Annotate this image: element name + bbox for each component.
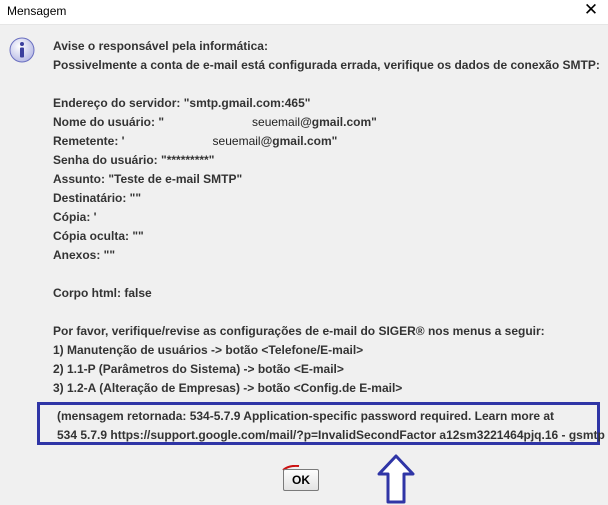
recipient-line: Destinatário: ""	[53, 191, 142, 205]
username-email-domain: @gmail.com"	[300, 115, 377, 129]
dialog-content	[0, 25, 608, 505]
server-line: Endereço do servidor: "smtp.gmail.com:465"	[53, 96, 311, 110]
error-line-2: 534 5.7.9 https://support.google.com/mail/?p=InvalidSecondFactor a12sm3221464pjq.16 - gsmtp	[57, 428, 605, 442]
window-title: Mensagem	[7, 4, 67, 18]
error-message	[57, 407, 605, 445]
error-line-1: (mensagem retornada: 534-5.7.9 Application-specific password required. Learn more at	[57, 409, 555, 423]
menu-item-3: 3) 1.2-A (Alteração de Empresas) -> botão <Config.de E-mail>	[53, 381, 403, 395]
menu-item-2: 2) 1.1-P (Parâmetros do Sistema) -> botão <E-mail>	[53, 362, 344, 376]
message-intro-2: Possivelmente a conta de e-mail está configurada errada, verifique os dados de conexão SMTP:	[53, 58, 600, 72]
up-arrow-annotation-icon	[377, 454, 415, 504]
bcc-line: Cópia oculta: ""	[53, 229, 144, 243]
subject-line: Assunto: "Teste de e-mail SMTP"	[53, 172, 243, 186]
sender-prefix: Remetente: '	[53, 134, 125, 148]
close-button[interactable]: ✕	[583, 0, 599, 19]
attachments-line: Anexos: ""	[53, 248, 116, 262]
username-email-name: seuemail	[252, 115, 301, 129]
message-body	[53, 37, 603, 398]
username-line	[53, 113, 603, 132]
review-intro: Por favor, verifique/revise as configurações de e-mail do SIGER® nos menus a seguir:	[53, 324, 545, 338]
ok-button[interactable]: OK	[283, 469, 319, 491]
sender-line	[53, 132, 603, 151]
cc-line: Cópia: '	[53, 210, 97, 224]
menu-item-1: 1) Manutenção de usuários -> botão <Telefone/E-mail>	[53, 343, 364, 357]
info-icon	[9, 37, 35, 63]
password-line: Senha do usuário: "*********"	[53, 153, 215, 167]
message-intro-1: Avise o responsável pela informática:	[53, 39, 268, 53]
sender-email-domain: @gmail.com"	[260, 134, 338, 148]
sender-email-name: seuemail	[212, 134, 261, 148]
title-bar	[0, 0, 608, 25]
error-highlight-box	[37, 402, 605, 445]
html-body-line: Corpo html: false	[53, 286, 152, 300]
username-prefix: Nome do usuário: "	[53, 115, 165, 129]
